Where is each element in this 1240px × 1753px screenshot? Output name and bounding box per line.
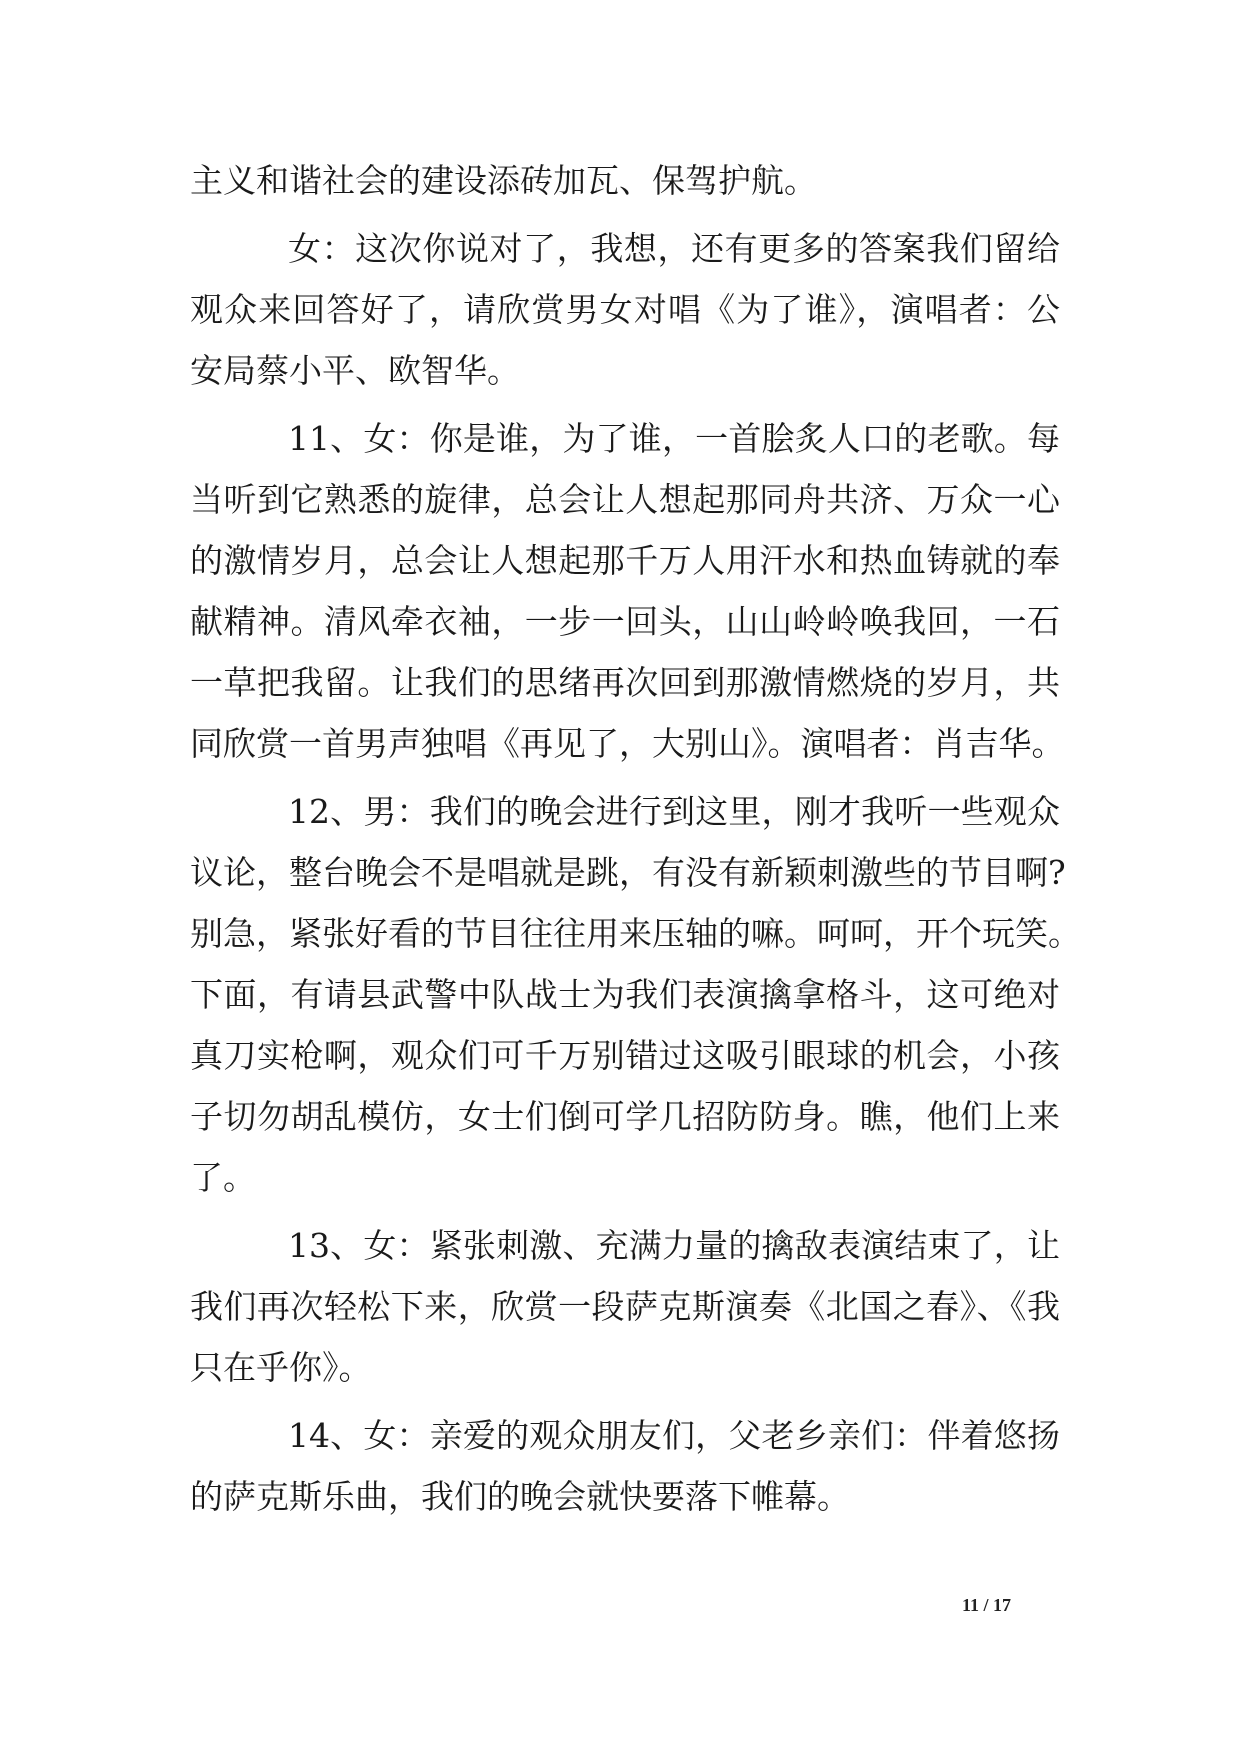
text-line: 议论，整台晚会不是唱就是跳，有没有新颖刺激些的节目啊? — [190, 853, 1066, 892]
paragraph-gap — [190, 211, 1060, 218]
text-line: 献精神。清风牵衣袖，一步一回头，山山岭岭唤我回，一石 — [190, 602, 1060, 641]
paragraph — [190, 1405, 1060, 1527]
text-line: 13、女：紧张刺激、充满力量的擒敌表演结束了，让 — [288, 1226, 1060, 1265]
text-line: 当听到它熟悉的旋律，总会让人想起那同舟共济、万众一心 — [190, 480, 1060, 519]
document-body — [190, 150, 1081, 1527]
text-line: 11、女：你是谁，为了谁，一首脍炙人口的老歌。每 — [288, 419, 1060, 458]
text-line: 14、女：亲爱的观众朋友们，父老乡亲们：伴着悠扬 — [288, 1416, 1060, 1455]
paragraph-gap — [190, 401, 1060, 408]
paragraph — [190, 218, 1060, 401]
text-line: 下面，有请县武警中队战士为我们表演擒拿格斗，这可绝对 — [190, 975, 1060, 1014]
text-line: 别急，紧张好看的节目往往用来压轴的嘛。呵呵，开个玩笑。 — [190, 914, 1081, 953]
paragraph-gap — [190, 1208, 1060, 1215]
text-line: 只在乎你》。 — [190, 1348, 372, 1387]
text-line: 子切勿胡乱模仿，女士们倒可学几招防防身。瞧，他们上来 — [190, 1097, 1060, 1136]
text-line: 了。 — [190, 1158, 256, 1197]
paragraph-gap — [190, 1398, 1060, 1405]
paragraph — [190, 408, 1065, 774]
paragraph-gap — [190, 774, 1060, 781]
text-line: 一草把我留。让我们的思绪再次回到那激情燃烧的岁月，共 — [190, 663, 1060, 702]
paragraph — [190, 150, 1060, 211]
text-line: 12、男：我们的晚会进行到这里，刚才我听一些观众 — [288, 792, 1060, 831]
text-line: 女：这次你说对了，我想，还有更多的答案我们留给 — [288, 229, 1060, 268]
text-line: 我们再次轻松下来，欣赏一段萨克斯演奏《北国之春》、《我 — [190, 1287, 1060, 1326]
text-line: 安局蔡小平、欧智华。 — [190, 351, 520, 390]
paragraph — [190, 781, 1081, 1208]
text-line: 的萨克斯乐曲，我们的晚会就快要落下帷幕。 — [190, 1477, 850, 1516]
text-line: 的激情岁月，总会让人想起那千万人用汗水和热血铸就的奉 — [190, 541, 1060, 580]
text-line: 观众来回答好了，请欣赏男女对唱《为了谁》，演唱者：公 — [190, 290, 1060, 329]
paragraph — [190, 1215, 1060, 1398]
text-line: 同欣赏一首男声独唱《再见了，大别山》。演唱者：肖吉华。 — [190, 724, 1065, 763]
text-line: 主义和谐社会的建设添砖加瓦、保驾护航。 — [190, 161, 817, 200]
page-number: 11 / 17 — [962, 1595, 1012, 1615]
text-line: 真刀实枪啊，观众们可千万别错过这吸引眼球的机会，小孩 — [190, 1036, 1060, 1075]
